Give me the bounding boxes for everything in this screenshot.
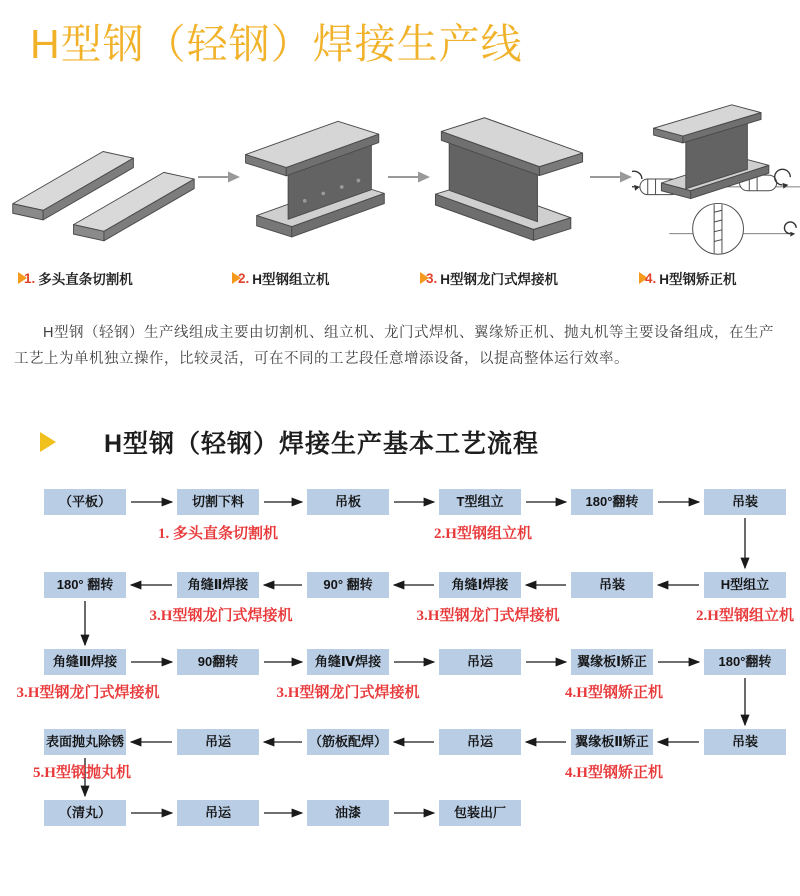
- flow-box: （平板）: [44, 489, 126, 515]
- caption-label: 多头直条切割机: [38, 272, 133, 288]
- flow-box: 角缝Ⅰ焊接: [439, 572, 521, 598]
- caption-label: H型钢组立机: [252, 272, 330, 288]
- h-beam-welded-illustration: [430, 104, 590, 256]
- machine-note: 3.H型钢龙门式焊接机: [416, 608, 560, 625]
- flow-box: 油漆: [307, 800, 389, 826]
- machine-note: 3.H型钢龙门式焊接机: [149, 608, 293, 625]
- flow-box: 吊装: [704, 729, 786, 755]
- flow-box: 180°翻转: [571, 489, 653, 515]
- flow-box: 角缝Ⅳ焊接: [307, 649, 389, 675]
- caption-row: [0, 268, 800, 298]
- caption-cutting-machine: 1. 多头直条切割机: [18, 268, 133, 288]
- steel-plates-illustration: [8, 106, 198, 254]
- flow-box: 180°翻转: [704, 649, 786, 675]
- flow-box: 180° 翻转: [44, 572, 126, 598]
- flow-box: （筋板配焊）: [307, 729, 389, 755]
- right-arrow-icon: [198, 170, 240, 189]
- h-beam-assembled-illustration: [240, 105, 388, 255]
- flow-box: 角缝Ⅱ焊接: [177, 572, 259, 598]
- flow-box: 吊装: [704, 489, 786, 515]
- machine-note: 1. 多头直条切割机: [157, 526, 279, 543]
- flow-box: 角缝Ⅲ焊接: [44, 649, 126, 675]
- flow-section-header: [40, 424, 800, 460]
- flow-box: 吊运: [177, 800, 259, 826]
- h-beam-straightening-illustration: [632, 97, 800, 263]
- flow-box: 吊板: [307, 489, 389, 515]
- flow-box: 表面抛丸除锈: [44, 729, 126, 755]
- machine-note: 3.H型钢龙门式焊接机: [16, 685, 160, 702]
- caption-label: H型钢龙门式焊接机: [440, 272, 559, 288]
- triangle-bullet-icon: [40, 432, 56, 452]
- machine-note: 2.H型钢组立机: [434, 526, 532, 543]
- flow-box: 包装出厂: [439, 800, 521, 826]
- caption-assembling-machine: 2. H型钢组立机: [232, 268, 330, 288]
- product-image-strip: [0, 97, 800, 262]
- flow-box: 吊运: [439, 729, 521, 755]
- flow-box: 90° 翻转: [307, 572, 389, 598]
- process-flowchart: [0, 472, 800, 848]
- caption-label: H型钢矫正机: [659, 272, 737, 288]
- flow-box: 吊装: [571, 572, 653, 598]
- page-title: H型钢（轻钢）焊接生产线: [30, 21, 523, 67]
- machine-note: 5.H型钢抛丸机: [33, 765, 131, 782]
- right-arrow-icon: [388, 170, 430, 189]
- caption-welding-machine: 3. H型钢龙门式焊接机: [420, 268, 558, 288]
- flow-box: 切割下料: [177, 489, 259, 515]
- flow-box: H型组立: [704, 572, 786, 598]
- flow-box: T型组立: [439, 489, 521, 515]
- machine-note: 4.H型钢矫正机: [565, 685, 663, 702]
- flow-box: 吊运: [177, 729, 259, 755]
- machine-note: 2.H型钢组立机: [696, 608, 794, 625]
- flow-box: 翼缘板Ⅱ矫正: [571, 729, 653, 755]
- intro-paragraph: H型钢（轻钢）生产线组成主要由切割机、组立机、龙门式焊机、翼缘矫正机、抛丸机等主要设备组成，在生产工艺上为单机独立操作，比较灵活，可在不同的工艺段任意增添设备，以提高整体运行效率。: [14, 325, 774, 368]
- flow-box: 吊运: [439, 649, 521, 675]
- machine-note: 4.H型钢矫正机: [565, 765, 663, 782]
- flow-section-title: H型钢（轻钢）焊接生产基本工艺流程: [104, 430, 540, 459]
- right-arrow-icon: [590, 170, 632, 189]
- machine-note: 3.H型钢龙门式焊接机: [276, 685, 420, 702]
- flow-box: 翼缘板Ⅰ矫正: [571, 649, 653, 675]
- flow-box: 90翻转: [177, 649, 259, 675]
- caption-straightening-machine: 4. H型钢矫正机: [639, 268, 737, 288]
- flow-box: （清丸）: [44, 800, 126, 826]
